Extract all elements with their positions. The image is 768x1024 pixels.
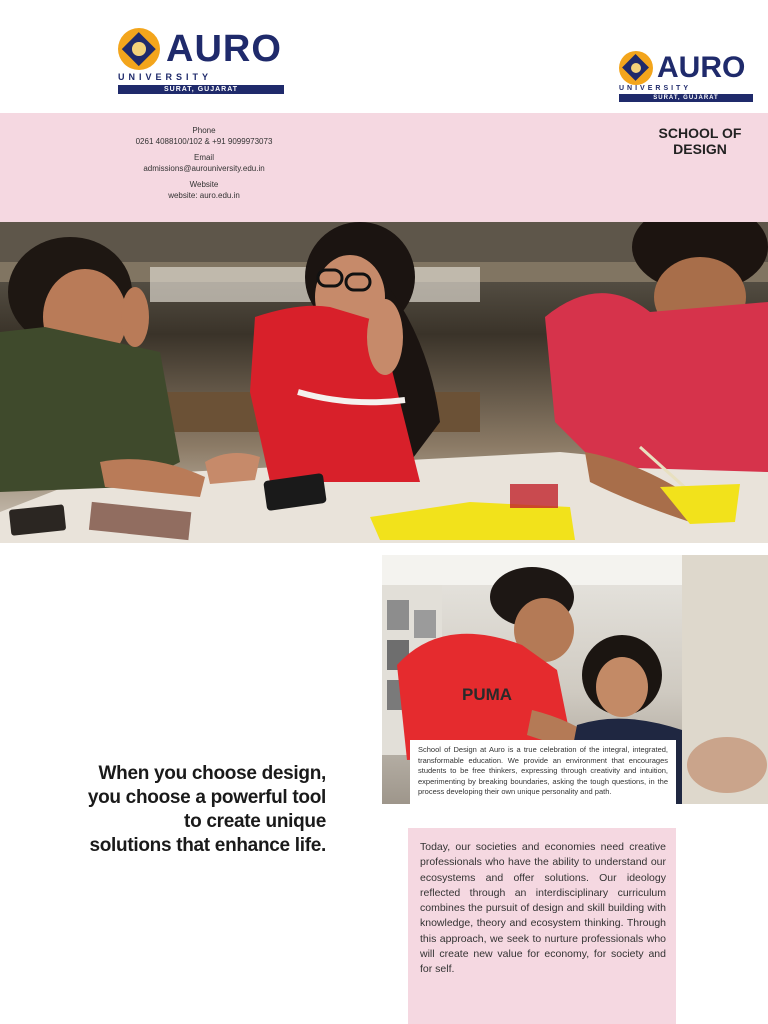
email-label: Email (193, 153, 214, 162)
logo-city: SURAT, GUJARAT (118, 85, 284, 94)
students-at-table-photo (0, 222, 768, 543)
auro-university-logo (118, 28, 284, 94)
school-title-line2: DESIGN (673, 141, 727, 157)
phone-label: Phone (192, 126, 216, 135)
logo-subtitle: UNIVERSITY (619, 85, 692, 92)
email-address: admissions@aurouniversity.edu.in (143, 164, 265, 173)
ideology-text-box: Today, our societies and economies need creative professionals who have the ability to understand our ecosystems and offer solutions. Our ideology reflected through an interdisciplinary curriculum combines the pursuit of design and skill building with knowledge, theory and ecosystem thinking. Through this approach, we seek to nurture professionals who will create new value for economy, for society and for self. (408, 828, 676, 1024)
headline-line3: to create unique (184, 811, 326, 832)
logo-name: AURO (166, 28, 282, 70)
auro-university-logo-small (619, 51, 753, 102)
school-title (640, 125, 760, 157)
logo-subtitle: UNIVERSITY (118, 72, 213, 82)
headline (40, 762, 326, 858)
auro-seal-icon (118, 28, 160, 70)
puma-logo-text: PUMA (462, 685, 513, 704)
headline-line4: solutions that enhance life. (89, 835, 326, 856)
students-at-table-illustration (0, 222, 768, 543)
school-intro-caption: School of Design at Auro is a true celebration of the integral, integrated, transformable education. We provide an environment that encourages students to be free thinkers, expressing through creativity and intuition, experimenting by breaking boundaries, asking the tough questions, in the process developing their own unique personality and path. (410, 740, 676, 828)
website-label: Website (189, 180, 219, 189)
contact-band (0, 113, 768, 222)
phone-number: 0261 4088100/102 & +91 9099973073 (135, 137, 273, 146)
headline-line1: When you choose design, (98, 763, 326, 784)
website-url: website: auro.edu.in (168, 191, 240, 200)
auro-seal-icon (619, 51, 653, 85)
school-title-line1: SCHOOL OF (658, 125, 742, 141)
logo-name: AURO (657, 51, 746, 84)
logo-city: SURAT, GUJARAT (619, 94, 753, 102)
contact-info (110, 125, 298, 201)
headline-line2: you choose a powerful tool (87, 787, 326, 808)
